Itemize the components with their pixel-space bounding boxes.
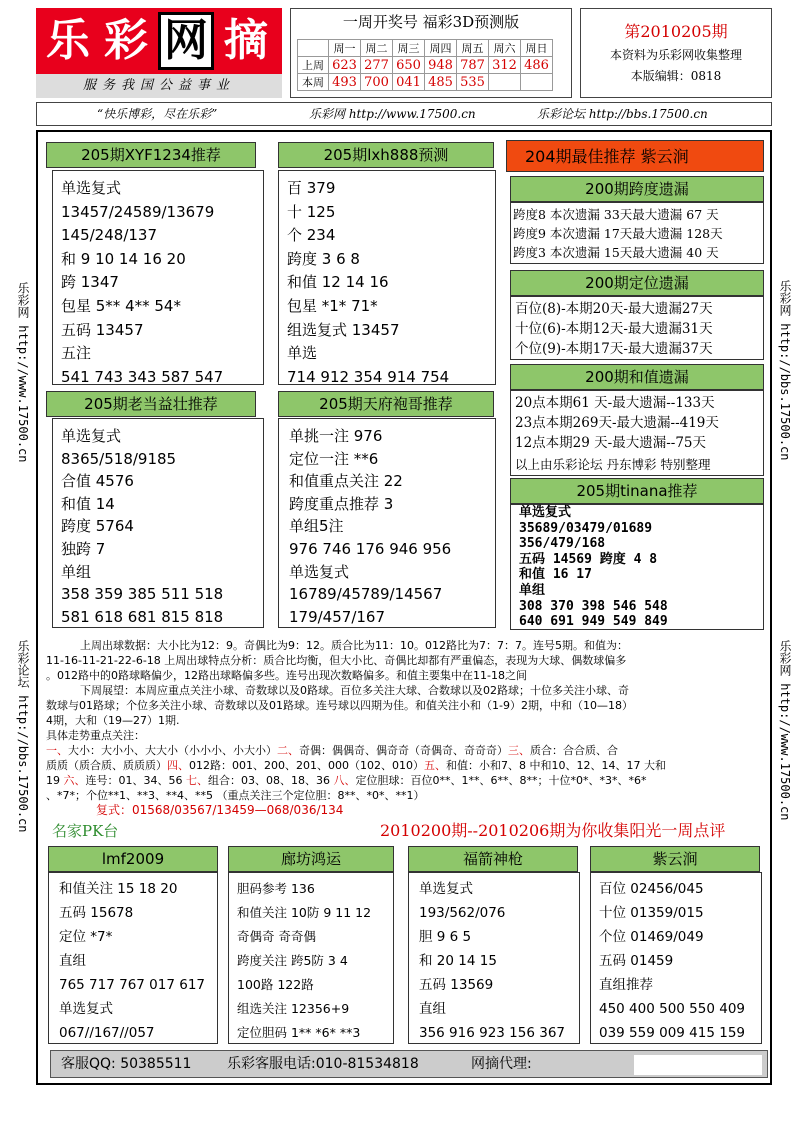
draw-number: 948 xyxy=(425,57,457,74)
draw-number: 041 xyxy=(393,74,425,91)
analysis-line xyxy=(46,743,768,758)
corner-cell xyxy=(298,40,329,57)
panel-line: 胆码参考 136 xyxy=(237,881,315,896)
section-text: 012路：001、200、201、000（102、010） xyxy=(189,759,424,772)
panel-title-position-miss: 200期定位遗漏 xyxy=(510,270,764,296)
issue-number: 第2010205期 xyxy=(624,22,728,41)
logo-char-3: 网 xyxy=(158,12,214,70)
panel-line: 组选关注 12356+9 xyxy=(237,1001,350,1016)
panel-line: 百位 02456/045 xyxy=(599,881,704,897)
pk-headline: 2010200期--2010206期为你收集阳光一周点评 xyxy=(380,821,726,840)
pk-title-fujian: 福箭神枪 xyxy=(408,846,578,872)
panel-line: 组选复式 13457 xyxy=(287,320,400,339)
panel-title-lxh888: 205期lxh888预测 xyxy=(278,142,494,168)
panel-line: 十位(6)-本期12天-最大遗漏31天 xyxy=(515,321,713,337)
panel-tianfu xyxy=(278,418,496,628)
panel-line: 13457/24589/13679 xyxy=(61,202,215,221)
panel-line: 合值 4576 xyxy=(61,472,134,491)
side-text-right-top: 乐彩网 http://bbs.17500.cn xyxy=(778,280,792,461)
panel-line: 和值关注 15 18 20 xyxy=(59,881,178,897)
panel-title-tianfu: 205期天府袍哥推荐 xyxy=(278,391,494,417)
draw-number: 493 xyxy=(329,74,361,91)
side-text-left-top: 乐彩网 http://www.17500.cn xyxy=(16,282,30,463)
panel-line: 奇偶奇 奇奇偶 xyxy=(237,929,316,944)
draw-number: 277 xyxy=(361,57,393,74)
panel-line: 百位(8)-本期20天-最大遗漏27天 xyxy=(515,301,713,317)
panel-line: 356/479/168 xyxy=(519,536,606,552)
edition-note: 本版编辑：0818 xyxy=(630,69,722,83)
collect-note: 本资料为乐彩网收集整理 xyxy=(609,48,742,62)
draw-number: 787 xyxy=(457,57,489,74)
panel-line: 跨度8 本次遗漏 33天最大遗漏 67 天 xyxy=(513,207,719,222)
section-text: 质质（质合质、质质质） xyxy=(46,759,167,772)
analysis-line: 。012路中的0路球略偏少，12路出球略偏多些。连号出现次数略偏多。和值主要集中在11-18之间 xyxy=(46,669,527,682)
panel-line: 跨度关注 跨5防 3 4 xyxy=(237,953,348,968)
panel-line: 直组 xyxy=(419,1001,446,1017)
panel-line: 039 559 009 415 159 xyxy=(599,1025,746,1041)
section-marker: 五、 xyxy=(423,759,446,772)
issue-box xyxy=(580,8,772,98)
panel-line: 145/248/137 xyxy=(61,226,157,245)
side-text-left-bottom: 乐彩论坛 http://bbs.17500.cn xyxy=(16,640,30,833)
section-text: 大小：大小小、大大小（小小小、小大小） xyxy=(68,744,277,757)
panel-line: 五注 xyxy=(61,344,92,363)
logo-char-2: 彩 xyxy=(104,15,148,66)
panel-line: 356 916 923 156 367 xyxy=(419,1025,566,1041)
draw-results-box xyxy=(290,8,572,98)
panel-span-miss xyxy=(510,202,764,264)
panel-line: 20点本期61 天-最大遗漏--133天 xyxy=(515,395,715,411)
panel-line: 五码 13569 xyxy=(419,977,494,993)
weekly-analysis xyxy=(46,638,768,824)
panel-line: 五码 01459 xyxy=(599,953,674,969)
panel-line: 450 400 500 550 409 xyxy=(599,1001,746,1017)
panel-line: 单选复式 xyxy=(419,881,473,897)
panel-line: 单选 xyxy=(287,344,318,363)
analysis-line: 下周展望：本周应重点关注小球、奇数球以及0路球。百位多关注大球、合数球以及02路球；十位多关注小球、奇 xyxy=(80,684,629,697)
row-label: 本周 xyxy=(298,74,329,91)
panel-line: 定位 *7* xyxy=(59,929,113,945)
panel-line: 和值 14 xyxy=(61,494,115,513)
side-text-right-bottom: 乐彩网 http://www.17500.cn xyxy=(778,640,792,821)
section-marker: 六、 xyxy=(63,774,86,787)
section-marker: 八、 xyxy=(333,774,356,787)
panel-line: 个位 01469/049 xyxy=(599,929,704,945)
analysis-line: 11-16-11-21-22-6-18 上周出球特点分析：质合比均衡，但大小比、奇偶比却都有严重偏态，表现为大球、偶数球偏多 xyxy=(46,654,627,667)
panel-line: 定位胆码 1** *6* **3 xyxy=(237,1025,361,1040)
panel-line: 和值 12 14 16 xyxy=(287,273,389,292)
section-marker: 二、 xyxy=(277,744,299,757)
panel-line: 五码 15678 xyxy=(59,905,134,921)
day-header: 周三 xyxy=(393,40,425,57)
compound-recommend: 复式：01568/03567/13459—068/036/134 xyxy=(96,803,344,817)
panel-line: 8365/518/9185 xyxy=(61,449,177,468)
panel-line: 跨度3 本次遗漏 15天最大遗漏 40 天 xyxy=(513,245,719,260)
panel-title-tinana: 205期tinana推荐 xyxy=(510,478,764,504)
site-link[interactable]: 乐彩网 http://www.17500.cn xyxy=(309,107,476,121)
day-header: 周五 xyxy=(457,40,489,57)
panel-line: 067//167//057 xyxy=(59,1025,155,1041)
panel-line: 976 746 176 946 956 xyxy=(289,539,452,558)
panel-line: 跨度重点推荐 3 xyxy=(289,494,394,513)
panel-line: 定位一注 **6 xyxy=(289,449,379,468)
section-text: 和值：小和7、8 中和10、12、14、17 大和 xyxy=(445,759,666,772)
panel-line: 单组 xyxy=(519,582,546,598)
site-logo xyxy=(36,8,282,74)
footer-bar xyxy=(50,1050,768,1078)
draw-number: 485 xyxy=(425,74,457,91)
section-marker: 四、 xyxy=(167,759,189,772)
panel-title-laodang: 205期老当益壮推荐 xyxy=(46,391,256,417)
panel-line: 765 717 767 017 617 xyxy=(59,977,206,993)
panel-line: 五码 14569 跨度 4 8 xyxy=(519,551,658,567)
section-text: 组合：03、08、18、36 xyxy=(208,774,334,787)
panel-line: 十 125 xyxy=(287,202,336,221)
panel-line: 直组 xyxy=(59,953,86,969)
draw-number: 623 xyxy=(329,57,361,74)
panel-line: 193/562/076 xyxy=(419,905,506,921)
panel-line: 单选复式 xyxy=(61,179,122,197)
pk-title-ziyunjian: 紫云涧 xyxy=(590,846,760,872)
panel-line: 358 359 385 511 518 xyxy=(61,585,224,604)
panel-line: 714 912 354 914 754 xyxy=(287,367,450,386)
panel-laodang xyxy=(52,418,264,628)
analysis-line: 4期，大和（19—27）1期. xyxy=(46,714,180,727)
panel-line: 包星 5** 4** 54* xyxy=(61,296,181,315)
panel-line: 独跨 7 xyxy=(61,539,106,558)
panel-line: 640 691 949 549 849 xyxy=(519,614,668,630)
draw-number: 312 xyxy=(489,57,521,74)
panel-line: 单组5注 xyxy=(289,517,344,536)
panel-line: 直组推荐 xyxy=(599,977,653,993)
draw-number: 700 xyxy=(361,74,393,91)
customer-phone: 乐彩客服电话:010-81534818 xyxy=(227,1056,419,1072)
panel-line: 100路 122路 xyxy=(237,977,314,992)
panel-sum-miss xyxy=(510,390,764,476)
agent-field[interactable] xyxy=(634,1055,762,1075)
draw-results-table xyxy=(297,39,553,91)
panel-line: 16789/45789/14567 xyxy=(289,585,443,604)
pk-panel-fujian xyxy=(408,872,580,1044)
panel-title-sum-miss: 200期和值遗漏 xyxy=(510,364,764,390)
panel-line: 23点本期269天-最大遗漏--419天 xyxy=(515,415,719,431)
motto: “快乐博彩，尽在乐彩” xyxy=(97,107,218,121)
best-recommend-banner: 204期最佳推荐 紫云涧 xyxy=(506,140,764,172)
pk-panel-langfang xyxy=(228,872,394,1044)
panel-lxh888 xyxy=(278,170,496,385)
panel-line: 和 20 14 15 xyxy=(419,953,497,969)
panel-line: 跨度 3 6 8 xyxy=(287,249,360,268)
draw-number xyxy=(489,74,521,91)
day-header: 周一 xyxy=(329,40,361,57)
panel-line: 跨度 5764 xyxy=(61,517,134,536)
panel-line: 308 370 398 546 548 xyxy=(519,598,668,614)
panel-line: 和值关注 10防 9 11 12 xyxy=(237,905,372,920)
panel-line: 跨度9 本次遗漏 17天最大遗漏 128天 xyxy=(513,226,723,241)
pk-title-lmf2009: lmf2009 xyxy=(48,846,218,872)
panel-line: 包星 *1* 71* xyxy=(287,296,378,315)
page-title: 一周开奖号 福彩3D预测版 xyxy=(342,13,520,31)
customer-qq: 客服QQ: 50385511 xyxy=(61,1056,192,1072)
logo-char-4: 摘 xyxy=(224,15,268,66)
forum-link[interactable]: 乐彩论坛 http://bbs.17500.cn xyxy=(537,107,708,121)
section-text: 奇偶：偶偶奇、偶奇奇（奇偶奇、奇奇奇） xyxy=(299,744,508,757)
panel-line: 179/457/167 xyxy=(289,607,385,626)
pk-panel-ziyunjian xyxy=(590,872,762,1044)
panel-line: 和值 16 17 xyxy=(519,567,592,583)
section-text: 质合：合合质、合 xyxy=(530,744,618,757)
analysis-line: 数球与01路球；个位多关注小球、奇数球以及01路球。连号球以四期为佳。和值关注小和（1-9）2期，中和（10—18） xyxy=(46,699,633,712)
panel-line: 581 618 681 815 818 xyxy=(61,607,224,626)
panel-line: 个 234 xyxy=(287,226,336,245)
day-header: 周日 xyxy=(521,40,553,57)
panel-line: 单选复式 xyxy=(519,505,572,520)
day-header: 周四 xyxy=(425,40,457,57)
analysis-line: 上周出球数据：大小比为12：9。奇偶比为9：12。质合比为11：10。012路比为7：7：7。连号5期。和值为： xyxy=(80,639,628,652)
section-text: 定位胆球：百位0**、1**、6**、8**；十位*0*、*3*、*6* xyxy=(355,774,647,787)
panel-line: 个位(9)-本期17天-最大遗漏37天 xyxy=(515,341,713,357)
panel-line: 541 743 343 587 547 xyxy=(61,367,224,386)
pk-title-langfang: 廊坊鸿运 xyxy=(228,846,394,872)
panel-line: 单选复式 xyxy=(289,562,350,581)
panel-line: 百 379 xyxy=(287,179,336,197)
panel-line: 跨 1347 xyxy=(61,273,119,292)
day-header: 周二 xyxy=(361,40,393,57)
draw-number: 535 xyxy=(457,74,489,91)
panel-title-span-miss: 200期跨度遗漏 xyxy=(510,176,764,202)
panel-line: 五码 13457 xyxy=(61,320,144,339)
draw-number xyxy=(521,74,553,91)
agent-label: 网摘代理: xyxy=(471,1056,532,1072)
section-marker: 三、 xyxy=(508,744,530,757)
analysis-line xyxy=(46,773,768,788)
day-header: 周六 xyxy=(489,40,521,57)
panel-tinana xyxy=(510,504,764,630)
panel-line: 12点本期29 天-最大遗漏--75天 xyxy=(515,435,707,451)
panel-line: 单选复式 xyxy=(61,427,122,445)
logo-slogan: 服务我国公益事业 xyxy=(36,74,282,98)
site-banner xyxy=(36,102,772,126)
draw-number: 650 xyxy=(393,57,425,74)
panel-line: 单挑一注 976 xyxy=(289,427,383,445)
pk-panel-lmf2009 xyxy=(48,872,218,1044)
pk-label: 名家PK台 xyxy=(52,822,119,840)
panel-line: 和 9 10 14 16 20 xyxy=(61,249,186,268)
draw-number: 486 xyxy=(521,57,553,74)
panel-line: 单选复式 xyxy=(59,1001,113,1017)
panel-xyf1234 xyxy=(52,170,264,385)
logo-char-1: 乐 xyxy=(46,15,90,66)
panel-line: 胆 9 6 5 xyxy=(419,929,472,945)
section-text: 19 xyxy=(46,774,64,787)
panel-line: 单组 xyxy=(61,562,92,581)
analysis-line: 、*7*；个位**1、**3、**4、**5 （重点关注三个定位胆：8**、*0*、**1） xyxy=(46,789,425,802)
panel-line: 35689/03479/01689 xyxy=(519,520,653,536)
panel-title-xyf1234: 205期XYF1234推荐 xyxy=(46,142,256,168)
section-marker: 七、 xyxy=(186,774,208,787)
section-text: 连号：01、34、56 xyxy=(85,774,186,787)
analysis-line: 具体走势重点关注： xyxy=(46,729,145,742)
panel-line: 和值重点关注 22 xyxy=(289,472,403,491)
section-marker: 一、 xyxy=(46,744,68,757)
panel-position-miss xyxy=(510,296,764,360)
analysis-line xyxy=(46,758,768,773)
panel-line: 十位 01359/015 xyxy=(599,905,704,921)
row-label: 上周 xyxy=(298,57,329,74)
panel-note: 以上由乐彩论坛 丹东博彩 特别整理 xyxy=(515,457,711,472)
